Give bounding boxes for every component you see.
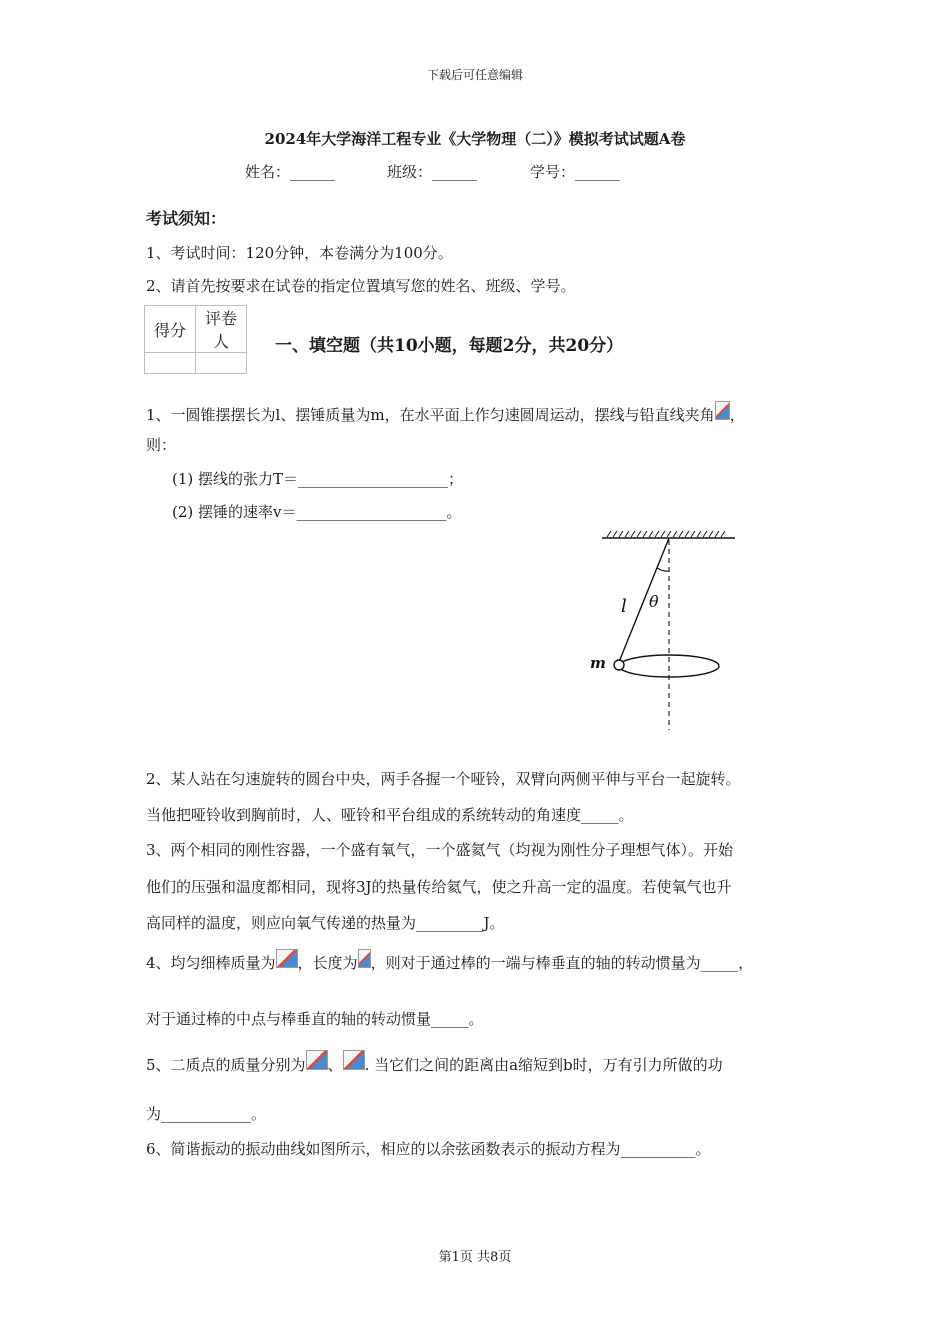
q2-line2: 当他把哑铃收到胸前时，人、哑铃和平台组成的系统转动的角速度_____。 (146, 806, 634, 824)
label-m: m (590, 654, 606, 672)
length-image-icon (358, 949, 371, 968)
q4-line2: 对于通过棒的中点与棒垂直的轴的转动惯量_____。 (146, 1010, 484, 1028)
m1-image-icon (306, 1050, 328, 1070)
student-id-field: 学号：______ (530, 163, 621, 181)
pendulum-bob (614, 660, 624, 670)
label-theta: θ (649, 592, 659, 611)
class-field: 班级：______ (387, 163, 478, 181)
q4-line1 (146, 949, 753, 973)
q5-text-b: 、 (327, 1056, 343, 1074)
section-title: 一、填空题（共10小题，每题2分，共20分） (275, 336, 624, 356)
label-l: l (621, 596, 627, 617)
score-header: 得分 (145, 306, 196, 353)
mass-image-icon (276, 949, 298, 968)
grader-cell (196, 353, 247, 374)
theta-image-icon (715, 401, 730, 420)
ceiling-hatch (607, 531, 725, 537)
q1-sub2: (2) 摆锤的速率v＝____________________。 (172, 503, 462, 521)
notice-heading: 考试须知： (146, 209, 227, 228)
angle-arc (657, 568, 669, 571)
q4-text-c: ，则对于通过棒的一端与棒垂直的轴的转动惯量为_____， (370, 954, 754, 972)
notice-item-1: 1、考试时间：120分钟，本卷满分为100分。 (146, 244, 453, 262)
q5-line1 (146, 1050, 723, 1075)
q4-text-b: ，长度为 (297, 954, 358, 972)
q5-text-a: 5、二质点的质量分别为 (146, 1056, 306, 1074)
grader-header: 评卷人 (196, 306, 247, 353)
header-note: 下载后可任意编辑 (426, 68, 523, 82)
q3-line2: 他们的压强和温度都相同，现将3J的热量传给氦气，使之升高一定的温度。若使氧气也升 (146, 878, 732, 896)
exam-title: 2024年大学海洋工程专业《大学物理（二）》模拟考试试题A卷 (264, 130, 686, 148)
q2-line1: 2、某人站在匀速旋转的圆台中央，两手各握一个哑铃，双臂向两侧平伸与平台一起旋转。 (146, 770, 741, 788)
score-cell (145, 353, 196, 374)
notice-item-2: 2、请首先按要求在试卷的指定位置填写您的姓名、班级、学号。 (146, 277, 576, 295)
q5-text-c: . 当它们之间的距离由a缩短到b时，万有引力所做的功 (364, 1056, 723, 1074)
q4-text-a: 4、均匀细棒质量为 (146, 954, 276, 972)
conical-pendulum-figure (585, 528, 745, 734)
q1-sub1: (1) 摆线的张力T＝____________________； (172, 470, 464, 488)
q5-line2: 为____________。 (146, 1105, 267, 1123)
page-footer: 第1页 共8页 (438, 1250, 512, 1265)
score-table (144, 305, 247, 374)
q1-line2: 则： (146, 436, 177, 454)
name-field: 姓名：______ (245, 163, 336, 181)
q1-line1 (146, 401, 745, 425)
q6-line: 6、简谐振动的振动曲线如图所示，相应的以余弦函数表示的振动方程为__________。 (146, 1140, 711, 1158)
q1-text: 1、一圆锥摆摆长为l、摆锤质量为m，在水平面上作匀速圆周运动，摆线与铅直线夹角 (146, 406, 715, 424)
q3-line1: 3、两个相同的刚性容器，一个盛有氧气，一个盛氦气（均视为刚性分子理想气体）。开始 (146, 841, 734, 859)
q3-line3: 高同样的温度，则应向氧气传递的热量为_________J。 (146, 914, 505, 932)
q1-comma: ， (729, 406, 745, 424)
m2-image-icon (343, 1050, 365, 1070)
